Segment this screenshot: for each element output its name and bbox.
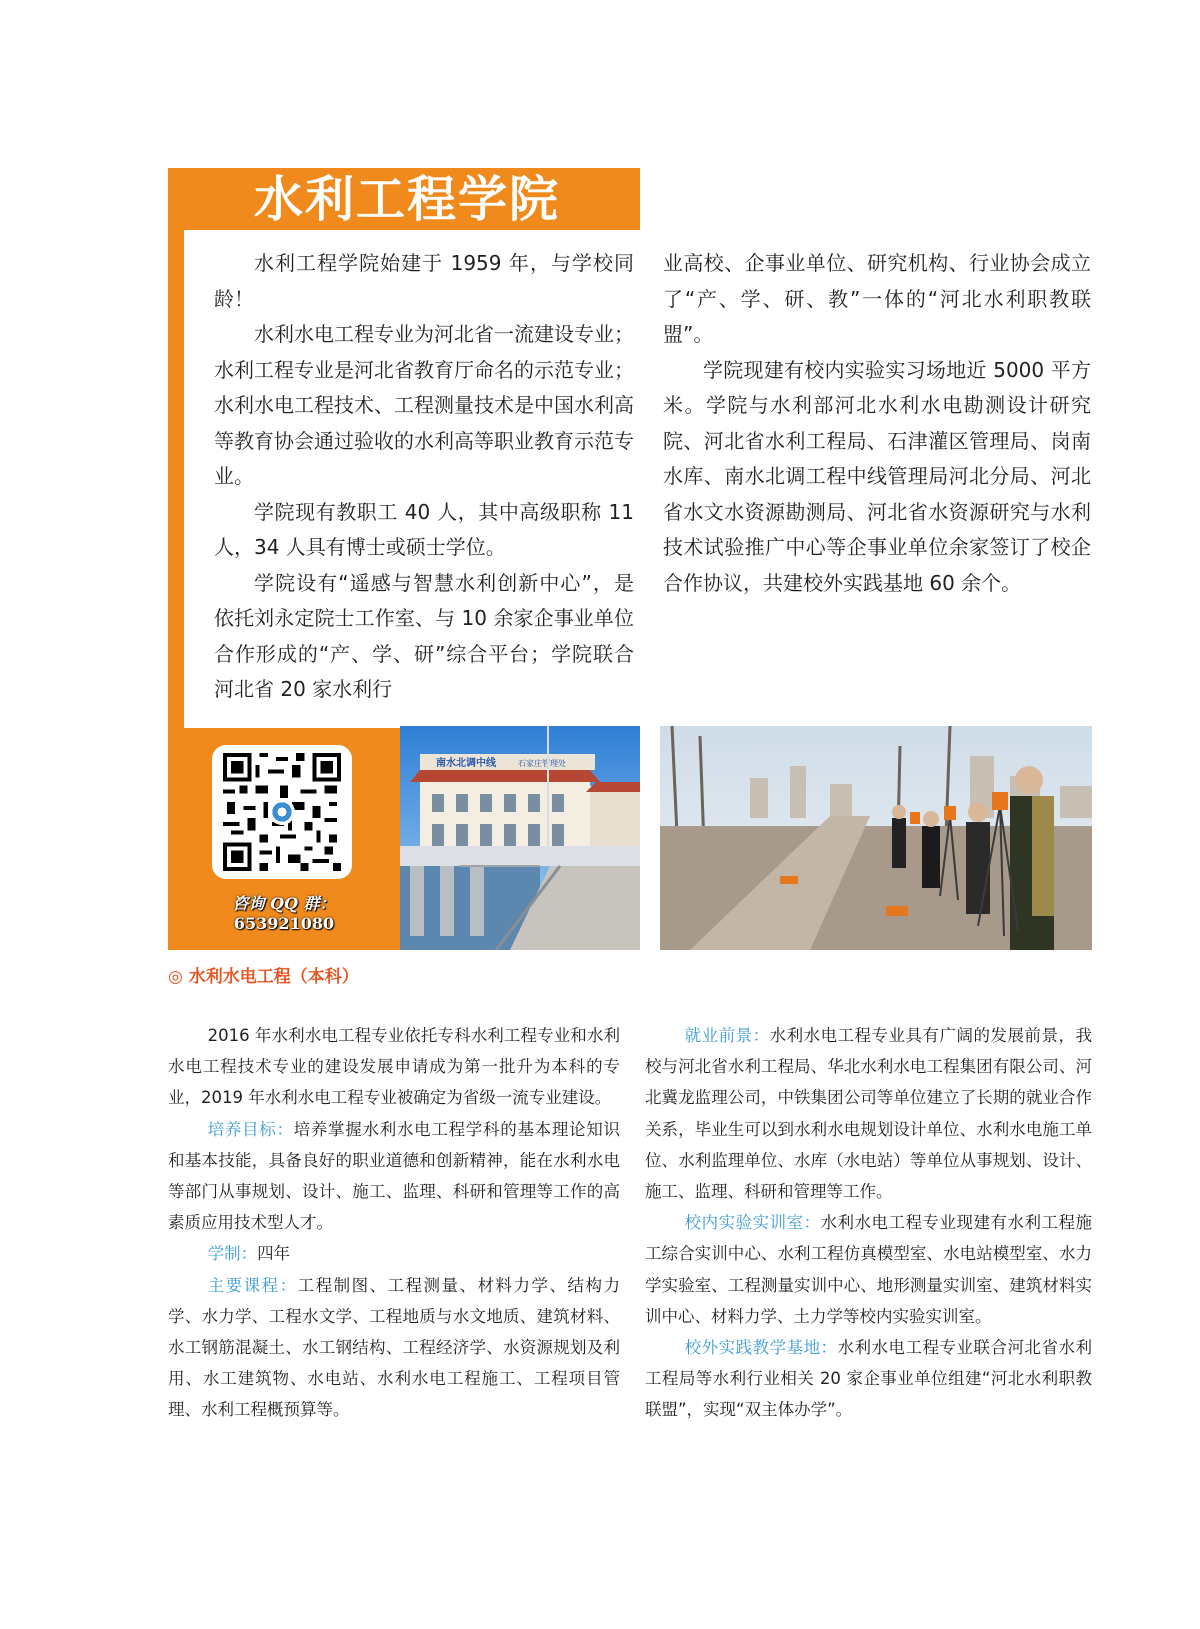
jobs-label: 就业前景： <box>684 1026 770 1045</box>
intro-right-column <box>663 246 1091 601</box>
courses-label: 主要课程： <box>207 1275 298 1295</box>
bases-paragraph <box>645 1332 1092 1426</box>
jobs-text: 水利水电工程专业具有广阔的发展前景，我校与河北省水利工程局、华北水利水电工程集团有限公司、河北冀龙监理公司，中铁集团公司等单位建立了长期的就业合作关系，毕业生可以到水利水电规划设计单位、水利水电施工单位、水利监理单位、水库（水电站）等单位从事规划、设计、施工、监理、科研和管理等工作。 <box>645 1026 1093 1202</box>
duration-paragraph <box>168 1238 620 1269</box>
bases-label: 校外实践教学基地： <box>684 1338 838 1358</box>
building-sign-secondary: 石家庄管理处 <box>518 759 566 768</box>
intro-paragraph: 学院设有“遥感与智慧水利创新中心”，是依托刘永定院士工作室、与 10 余家企事业单位合作形成的“产、学、研”综合平台；学院联合河北省 20 家水利行 <box>214 570 634 701</box>
building-sign: 南水北调中线 <box>436 758 496 769</box>
intro-paragraph: 水利水电工程专业为河北省一流建设专业；水利工程专业是河北省教育厅命名的示范专业；水利水电工程技术、工程测量技术是中国水利高等教育协会通过验收的水利高等职业教育示范专业。 <box>214 322 634 488</box>
bases-text: 水利水电工程专业联合河北省水利工程局等水利行业相关 20 家企事业单位组建“河北水利职教联盟”，实现“双主体办学”。 <box>645 1338 1093 1420</box>
body-paragraph: 2016 年水利水电工程专业依托专科水利工程专业和水利水电工程技术专业的建设发展申请成为第一批升为本科的专业，2019 年水利水电工程专业被确定为省级一流专业建设。 <box>168 1026 620 1108</box>
duration-text: 四年 <box>257 1244 291 1264</box>
intro-paragraph: 学院现有教职工 40 人，其中高级职称 11 人，34 人具有博士或硕士学位。 <box>214 499 634 559</box>
goal-paragraph <box>168 1114 620 1239</box>
qr-code <box>212 745 352 879</box>
surveying-practice-photo <box>660 726 1092 950</box>
qr-code-icon <box>220 753 344 871</box>
courses-text: 工程制图、工程测量、材料力学、结构力学、水力学、工程水文学、工程地质与水文地质、建筑材料、水工钢筋混凝土、水工钢结构、工程经济学、水资源规划及利用、水工建筑物、水电站、水利水电工程施工、工程项目管理、水利工程概预算等。 <box>168 1275 621 1420</box>
intro-paragraph: 学院现建有校内实验实习场地近 5000 平方米。学院与水利部河北水利水电勘测设计研究院、河北省水利工程局、石津灌区管理局、岗南水库、南水北调工程中线管理局河北分局、河北省水文水资源勘测局、河北省水资源研究与水利技术试验推广中心等企事业单位余家签订了校企合作协议，共建校外实践基地 60 余个。 <box>663 357 1091 595</box>
intro-paragraph: 业高校、企事业单位、研究机构、行业协会成立了“产、学、研、教”一体的“河北水利职教联盟”。 <box>663 251 1091 346</box>
duration-label: 学制： <box>207 1244 258 1264</box>
goal-text: 培养掌握水利水电工程学科的基本理论知识和基本技能，具备良好的职业道德和创新精神，能在水利水电等部门从事规划、设计、施工、监理、科研和管理等工作的高素质应用技术型人才。 <box>168 1119 621 1233</box>
intro-left-column <box>214 246 634 708</box>
building-photo <box>400 726 640 950</box>
labs-paragraph <box>645 1207 1092 1332</box>
intro-paragraph: 水利工程学院始建于 1959 年，与学校同龄！ <box>214 251 634 311</box>
qq-group-label: 咨询 QQ 群： <box>232 894 336 913</box>
goal-label: 培养目标： <box>207 1119 294 1139</box>
page-title: 水利工程学院 <box>254 170 561 228</box>
section-heading: ◎ 水利水电工程（本科） <box>168 967 359 987</box>
courses-paragraph <box>168 1270 620 1426</box>
jobs-paragraph <box>645 1020 1092 1207</box>
qq-group-number: 653921080 <box>233 914 335 933</box>
body-right-column <box>645 1020 1092 1426</box>
labs-label: 校内实验实训室： <box>684 1213 821 1233</box>
body-left-column <box>168 1020 620 1426</box>
labs-text: 水利水电工程专业现建有水利工程施工综合实训中心、水利工程仿真模型室、水电站模型室、水力学实验室、工程测量实训中心、地形测量实训室、建筑材料实训中心、材料力学、土力学等校内实验实训室。 <box>645 1213 1093 1326</box>
